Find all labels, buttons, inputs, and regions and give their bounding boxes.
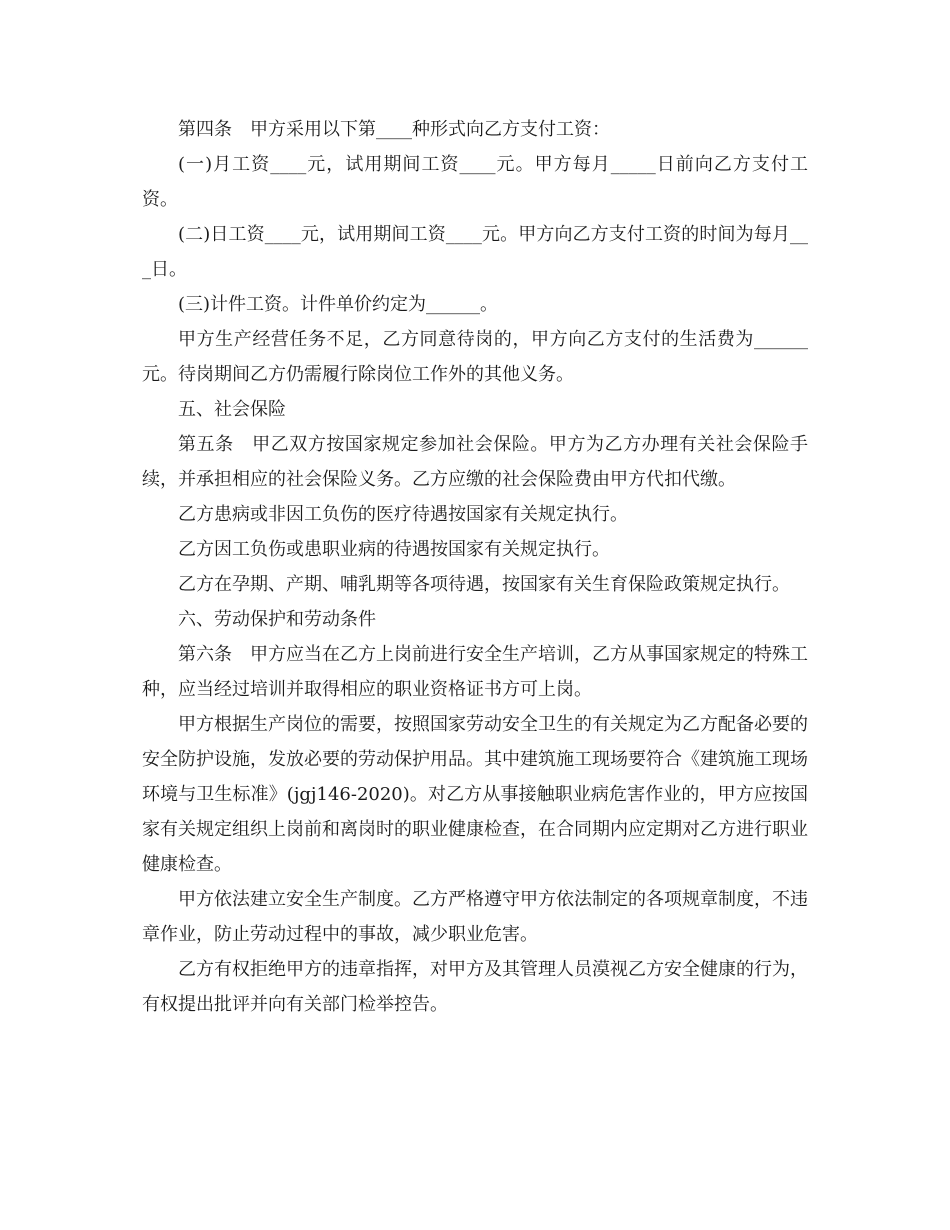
clause-4-monthly-wage: (一)月工资____元，试用期间工资____元。甲方每月_____日前向乙方支付工资。	[142, 154, 808, 210]
document-body	[142, 112, 808, 1022]
clause-5-illness: 乙方患病或非因工负伤的医疗待遇按国家有关规定执行。	[178, 504, 628, 525]
clause-6-right-to-refuse: 乙方有权拒绝甲方的违章指挥，对甲方及其管理人员漠视乙方安全健康的行为，有权提出批评并向有关部门检举控告。	[142, 959, 808, 1015]
clause-4-daily-wage: (二)日工资____元，试用期间工资____元。甲方向乙方支付工资的时间为每月___日。	[142, 224, 808, 280]
clause-4-standby-allowance: 甲方生产经营任务不足，乙方同意待岗的，甲方向乙方支付的生活费为______元。待岗期间乙方仍需履行除岗位工作外的其他义务。	[142, 329, 808, 385]
clause-5-work-injury: 乙方因工负伤或患职业病的待遇按国家有关规定执行。	[178, 539, 610, 560]
clause-6-safety-system: 甲方依法建立安全生产制度。乙方严格遵守甲方依法制定的各项规章制度，不违章作业，防止劳动过程中的事故，减少职业危害。	[142, 889, 808, 945]
section-heading-social-insurance: 五、社会保险	[178, 399, 286, 420]
clause-6-protective-equipment: 甲方根据生产岗位的需要，按照国家劳动安全卫生的有关规定为乙方配备必要的安全防护设施，发放必要的劳动保护用品。其中建筑施工现场要符合《建筑施工现场环境与卫生标准》(jgj146-2020)。对乙方从事接触职业病危害作业的，甲方应按国家有关规定组织上岗前和离岗时的职业健康检查，在合同期内应定期对乙方进行职业健康检查。	[142, 714, 808, 875]
clause-4-piece-wage: (三)计件工资。计件单价约定为______。	[178, 294, 499, 315]
clause-5-main: 第五条 甲乙双方按国家规定参加社会保险。甲方为乙方办理有关社会保险手续，并承担相应的社会保险义务。乙方应缴的社会保险费由甲方代扣代缴。	[142, 434, 808, 490]
clause-6-training: 第六条 甲方应当在乙方上岗前进行安全生产培训，乙方从事国家规定的特殊工种，应当经过培训并取得相应的职业资格证书方可上岗。	[142, 644, 808, 700]
clause-5-maternity: 乙方在孕期、产期、哺乳期等各项待遇，按国家有关生育保险政策规定执行。	[178, 574, 790, 595]
section-heading-labor-protection: 六、劳动保护和劳动条件	[178, 609, 376, 630]
clause-4-intro: 第四条 甲方采用以下第____种形式向乙方支付工资：	[178, 119, 610, 140]
